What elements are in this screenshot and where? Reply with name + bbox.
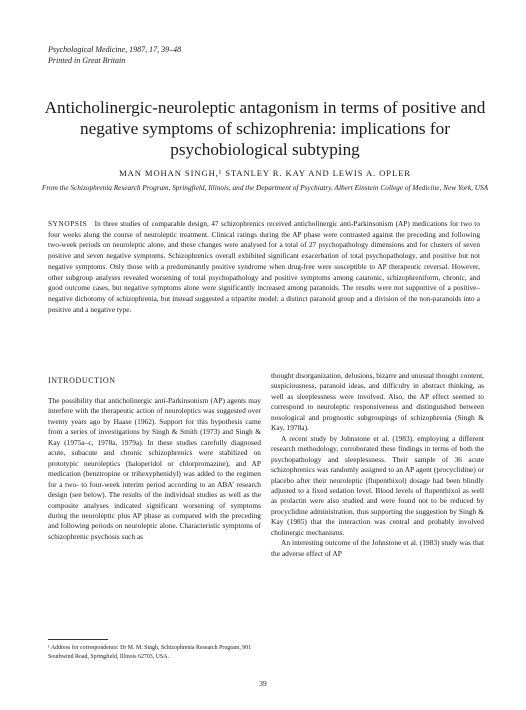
synopsis-text: In three studies of comparable design, 47 schizophrenics received anticholinergic anti-Parkinsonism (AP) medications for two to four weeks along the course of neuroleptic treatment. Clinical ratings during the AP phase were contrasted against the preceding and following two-week periods on neuroleptic alone, and these changes were analysed for a total of 27 psychopathology dimensions and for clusters of seven positive and seven negative symptoms. Schizophrenics overall exhibited significant exacerbation of total psychopathology, and positive but not negative symptoms. Only those with a predominantly positive syndrome when drug-free were susceptible to AP therapeutic reversal. However, other subgroup analyses revealed worsening of total psychopathology and positive symptoms among catatonic, schizophreniform, chronic, and good outcome cases, but negative symptoms alone were significantly increased among paranoids. The results were not supportive of a positive–negative dichotomy of schizophrenia, but instead suggested a tripartite model: a distinct paranoid group and a division of the non-paranoids into a positive and a negative type. — [48, 219, 480, 314]
synopsis-label: SYNOPSIS — [48, 219, 88, 228]
introduction-paragraph-2: A recent study by Johnstone et al. (1983), employing a different research methodology, corroborated these findings in terms of both the psychopathology and sleeplessness. Their sample of 36 acute schizophrenics was randomly assigned to an AP agent (procyclidine) or placebo after their neuroleptic (flupenthixol) dosage had been blindly adjusted to a fixed sedation level. Blood levels of flupenthixol as well as prolactin were also studied and were found not to be reduced by procyclidine administration, thus supporting the suggestion by Singh & Kay (1985) that the interaction was central and probably involved cholinergic mechanisms. — [271, 433, 484, 537]
journal-header — [48, 44, 181, 66]
introduction-paragraph-1: The possibility that anticholinergic anti-Parkinsonism (AP) agents may interfere with the therapeutic action of neuroleptics was suggested over twenty years ago by Haase (1962). Support for this hypothesis came from a series of investigations by Singh & Smith (1973) and Singh & Kay (1975a–c, 1978a, 1979a). In these studies carefully diagnosed acute, subacute and chronic schizophrenics were stabilized on prototypic neuroleptics (haloperidol or chlorpromazine), and AP medication (benztropine or trihexyphenidyl) was added to the regimen for a two- to four-week interim period according to an ABA’ research design (see below). The results of the individual studies as well as the composite analyses indicated significant worsening of symptoms during the neuroleptic plus AP phase as compared with the preceding and following periods on neuroleptic alone. Characteristic symptoms of schizophrenic psychosis such as — [48, 396, 261, 541]
page-number: 39 — [259, 679, 267, 688]
introduction-heading: INTRODUCTION — [48, 376, 116, 385]
journal-citation: Psychological Medicine, 1987, 17, 39–48 — [48, 45, 182, 54]
article-affiliation: From the Schizophrenia Research Program, Springfield, Illinois, and the Department of Psychiatry, Albert Einstein College of Medicine, New York, USA — [41, 183, 489, 192]
correspondence-footnote: ¹ Address for correspondence: Dr M. M. Singh, Schizophrenia Research Program, 901 Southwind Road, Springfield, Illinois 62703, USA. — [48, 645, 252, 660]
article-authors: MAN MOHAN SINGH,¹ STANLEY R. KAY AND LEWIS A. OPLER — [119, 168, 411, 178]
article-title: Anticholinergic-neuroleptic antagonism in terms of positive and negative symptoms of schizophrenia: implications for psychobiological subtyping — [44, 98, 486, 159]
right-column — [271, 371, 484, 559]
left-column — [48, 371, 261, 542]
synopsis — [48, 219, 480, 315]
title-block — [40, 97, 490, 160]
introduction-paragraph-1-continued: thought disorganization, delusions, bizarre and unusual thought content, suspiciousness, paranoid ideas, and difficulty in abstract thinking, as well as sleeplessness were involved. Also, the AP effect seemed to correspond to neuroleptic responsiveness and distinguished between nosological and prognostic subgroupings of schizophrenia (Singh & Kay, 1978a). — [271, 371, 484, 433]
introduction-paragraph-3: An interesting outcome of the Johnstone et al. (1983) study was that the adverse effect of AP — [271, 538, 484, 558]
footnote-divider — [48, 639, 108, 640]
printed-location: Printed in Great Britain — [48, 56, 126, 65]
